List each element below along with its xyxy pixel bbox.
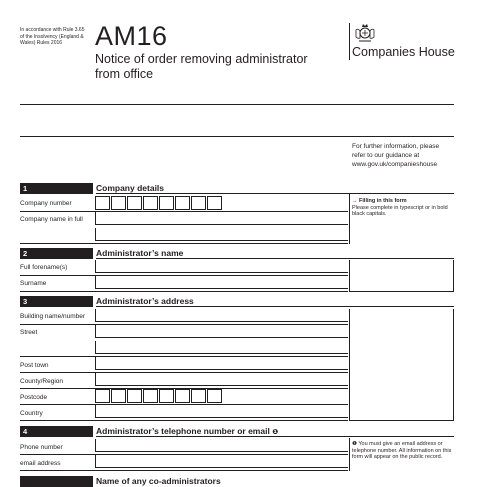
county-field[interactable] <box>95 373 348 386</box>
form-title: Notice of order removing administrator from office <box>95 52 308 81</box>
digit-box[interactable] <box>143 196 158 210</box>
company-number-field[interactable] <box>95 196 223 210</box>
digit-box[interactable] <box>175 196 190 210</box>
postcode-field[interactable] <box>95 389 223 403</box>
section-title: Name of any co-administrators <box>96 476 221 486</box>
char-box[interactable] <box>95 389 110 403</box>
street-field-line-2[interactable] <box>95 341 348 354</box>
section-rule <box>96 193 454 194</box>
row-rule <box>20 291 348 292</box>
section-title: Administrator’s name <box>96 248 184 258</box>
phone-field[interactable] <box>95 439 348 452</box>
section-number <box>20 476 93 487</box>
section-number: 2 <box>20 248 93 259</box>
filling-note-body: Please complete in typescript or in bold black capitals. <box>352 204 448 217</box>
guidance-info: For further information, please refer to our guidance at www.gov.uk/companieshouse <box>352 143 440 168</box>
char-box[interactable] <box>143 389 158 403</box>
surname-field[interactable] <box>95 276 348 289</box>
forenames-label: Full forename(s) <box>20 264 68 271</box>
filling-note-title: → Filling in this form <box>352 198 407 204</box>
forenames-field[interactable] <box>95 260 348 273</box>
section-number: 4 <box>20 426 93 437</box>
digit-box[interactable] <box>159 196 174 210</box>
company-name-field[interactable] <box>95 212 348 225</box>
row-rule <box>20 420 348 421</box>
email-field[interactable] <box>95 455 348 468</box>
contact-note-body: You must give an email address or telephone number. All information on this form will appear on the public record. <box>352 441 452 460</box>
postcode-label: Postcode <box>20 394 48 401</box>
post-town-label: Post town <box>20 362 49 369</box>
char-box[interactable] <box>127 389 142 403</box>
surname-label: Surname <box>20 280 47 287</box>
royal-crest-icon <box>353 22 377 44</box>
section-rule <box>96 258 454 259</box>
digit-box[interactable] <box>127 196 142 210</box>
header-rule-2 <box>20 136 454 137</box>
section-1-header <box>20 183 454 194</box>
info-marker-icon: ❶ <box>272 429 279 436</box>
company-name-label: Company name in full <box>20 216 83 223</box>
legal-note: In accordance with Rule 3.65 of the Insolvency (England & Wales) Rules 2016 <box>20 27 85 46</box>
email-label: email address <box>20 460 61 467</box>
form-code: AM16 <box>95 21 168 51</box>
char-box[interactable] <box>159 389 174 403</box>
section-5-header <box>20 476 454 487</box>
section-title-text: Administrator’s telephone number or email <box>96 426 270 436</box>
digit-box[interactable] <box>111 196 126 210</box>
char-box[interactable] <box>175 389 190 403</box>
section-rule <box>96 436 454 437</box>
char-box[interactable] <box>191 389 206 403</box>
section-title: Company details <box>96 183 165 193</box>
section-title: Administrator’s address <box>96 296 194 306</box>
company-number-label: Company number <box>20 200 72 207</box>
phone-label: Phone number <box>20 444 63 451</box>
contact-note <box>352 441 452 461</box>
street-field[interactable] <box>95 325 348 338</box>
side-box <box>349 309 454 421</box>
filling-note <box>352 198 452 218</box>
section-number: 3 <box>20 296 93 307</box>
section-number: 1 <box>20 183 93 194</box>
country-field[interactable] <box>95 405 348 418</box>
section-3-header <box>20 296 454 307</box>
digit-box[interactable] <box>191 196 206 210</box>
digit-box[interactable] <box>95 196 110 210</box>
brand-divider <box>349 23 350 60</box>
char-box[interactable] <box>207 389 222 403</box>
section-rule <box>96 306 454 307</box>
side-divider <box>349 438 350 471</box>
post-town-field[interactable] <box>95 357 348 370</box>
street-label: Street <box>20 329 38 336</box>
section-2-header <box>20 248 454 259</box>
company-name-field-line-2[interactable] <box>95 228 348 241</box>
char-box[interactable] <box>111 389 126 403</box>
brand-name: Companies House <box>352 45 455 59</box>
header-rule <box>20 104 454 105</box>
info-marker-icon: ❶ <box>352 441 357 447</box>
section-4-header <box>20 426 454 437</box>
side-divider <box>349 194 350 244</box>
building-label: Building name/number <box>20 313 86 320</box>
side-box <box>349 260 454 292</box>
building-field[interactable] <box>95 309 348 322</box>
digit-box[interactable] <box>207 196 222 210</box>
country-label: Country <box>20 410 43 417</box>
county-label: County/Region <box>20 378 63 385</box>
row-rule <box>20 470 348 471</box>
row-rule <box>20 243 348 244</box>
